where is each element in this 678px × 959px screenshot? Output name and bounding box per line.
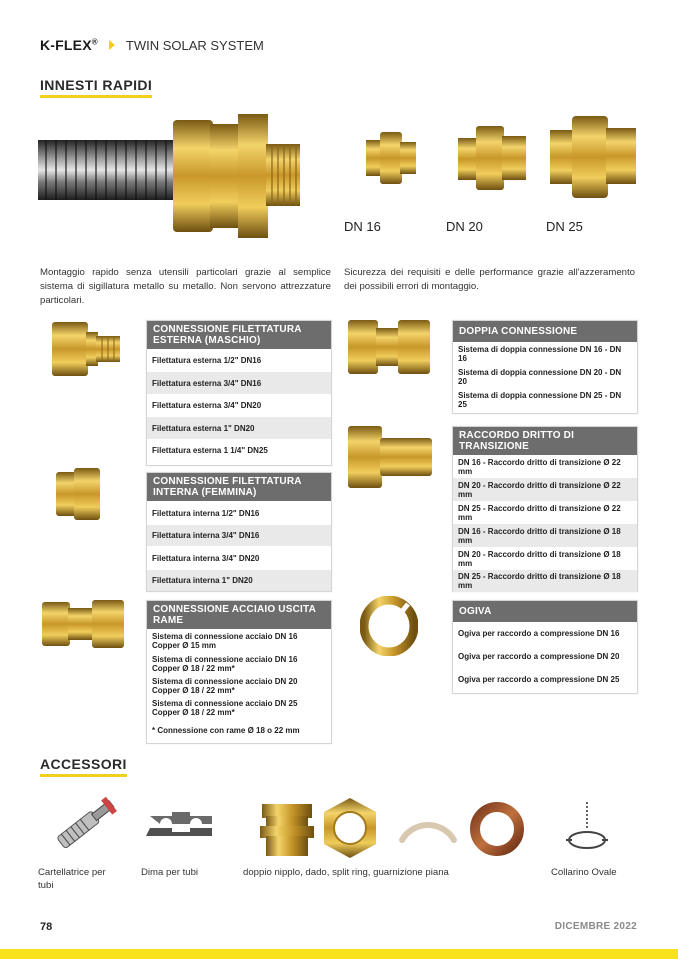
accessory-label: Collarino Ovale [551,867,617,878]
hero-fitting-photo [38,112,308,240]
table-row: DN 16 - Raccordo dritto di transizione Ø 18 mm [453,524,637,547]
table-row: Sistema di doppia connessione DN 25 - DN 25 [458,390,622,409]
section-title-innesti: INNESTI RAPIDI [40,77,152,98]
footer-accent-bar [0,949,678,959]
double-nipple-icon [258,800,316,860]
accessory-label: doppio nipplo, dado, split ring, guarnizione piana [243,867,449,878]
system-name: TWIN SOLAR SYSTEM [125,37,264,53]
box-transition-fitting [452,426,638,592]
box-internal-thread [146,472,332,592]
page-header [40,37,264,53]
table-row: Filettatura esterna 1 1/4" DN25 [152,446,268,455]
accessory-label: Dima per tubi [141,867,199,878]
brass-fitting-icon [173,114,300,238]
intro-paragraph-left: Montaggio rapido senza utensili particolari grazie al semplice sistema di sigillatura metallo su metallo. Non servono attrezzature particolari. [40,267,331,306]
table-row: DN 20 - Raccordo dritto di transizione Ø 22 mm [453,478,637,501]
brand-logo: K-FLEX® [40,37,98,53]
dn-label: DN 25 [546,219,583,234]
fitting-dn25-icon [546,112,642,202]
fitting-dn16-icon [360,128,422,188]
steel-copper-fitting-photo [40,596,126,652]
box-double-connection [452,320,638,414]
table-row: DN 20 - Raccordo dritto di transizione Ø 18 mm [458,549,621,568]
oval-collar-icon [560,800,614,856]
split-ring-icon [392,800,464,850]
table-row: Ogiva per raccordo a compressione DN 25 [458,675,620,684]
table-row: Sistema di connessione acciaio DN 20 Copper Ø 18 / 22 mm* [152,677,298,695]
table-row: DN 25 - Raccordo dritto di transizione Ø 22 mm [458,503,621,522]
table-row: Filettatura esterna 3/4" DN20 [152,401,262,410]
table-row: DN 25 - Raccordo dritto di transizione Ø 18 mm [453,570,637,592]
table-row: Filettatura interna 3/4" DN20 [152,553,260,563]
box-ogiva [452,600,638,694]
fitting-dn20-icon [452,122,532,194]
table-row: Filettatura esterna 1" DN20 [147,417,331,439]
table-row: Sistema di connessione acciaio DN 16 Copper Ø 15 mm [152,632,298,650]
box-title: RACCORDO DRITTO DI TRANSIZIONE [453,427,637,455]
table-row: Ogiva per raccordo a compressione DN 20 [458,652,620,661]
table-row: Filettatura esterna 1/2" DN16 [152,356,262,365]
table-row: DN 16 - Raccordo dritto di transizione Ø 22 mm [458,457,621,476]
table-row: Filettatura esterna 3/4" DN16 [147,372,331,394]
dn-label: DN 16 [344,219,381,234]
section-title-accessori: ACCESSORI [40,756,127,777]
table-row: Ogiva per raccordo a compressione DN 16 [458,629,620,638]
pipe-template-icon [146,806,216,846]
table-row: Sistema di doppia connessione DN 20 - DN 20 [458,367,622,386]
table-row: Filettatura interna 3/4" DN16 [147,525,331,546]
flaring-tool-icon [44,786,124,862]
box-title: CONNESSIONE FILETTATURA INTERNA (FEMMINA) [147,473,331,501]
box-title: OGIVA [453,601,637,622]
dn-label: DN 20 [446,219,483,234]
box-title: CONNESSIONE FILETTATURA ESTERNA (MASCHIO) [147,321,331,349]
box-title: CONNESSIONE ACCIAIO USCITA RAME [147,601,331,629]
intro-paragraph-right: Sicurezza dei requisiti e delle performance grazie all'azzeramento dei possibili errori di montaggio. [344,267,635,292]
box-steel-copper [146,600,332,744]
nut-icon [318,796,382,860]
transition-fitting-photo [346,424,436,490]
table-row: Sistema di doppia connessione DN 16 - DN 16 [458,344,622,363]
footer-date: DICEMBRE 2022 [554,921,637,932]
corrugated-pipe-icon [38,140,188,200]
page-number: 78 [40,921,53,933]
chevron-right-icon [109,40,115,50]
table-row: Filettatura interna 1" DN20 [147,570,331,591]
table-row: Filettatura interna 1/2" DN16 [152,508,260,518]
ogiva-ring-photo [360,596,418,656]
table-row: Sistema di connessione acciaio DN 25 Copper Ø 18 / 22 mm* [152,699,298,717]
double-fitting-photo [346,316,432,378]
flat-gasket-icon [468,800,526,858]
table-row: Sistema di connessione acciaio DN 16 Copper Ø 18 / 22 mm* [152,655,298,673]
box-external-thread [146,320,332,466]
female-fitting-photo [54,466,102,522]
male-fitting-photo [48,318,124,380]
box-title: DOPPIA CONNESSIONE [453,321,637,342]
accessory-label: Cartellatrice per tubi [38,867,106,891]
table-footnote: * Connessione con rame Ø 18 o 22 mm [152,725,300,735]
